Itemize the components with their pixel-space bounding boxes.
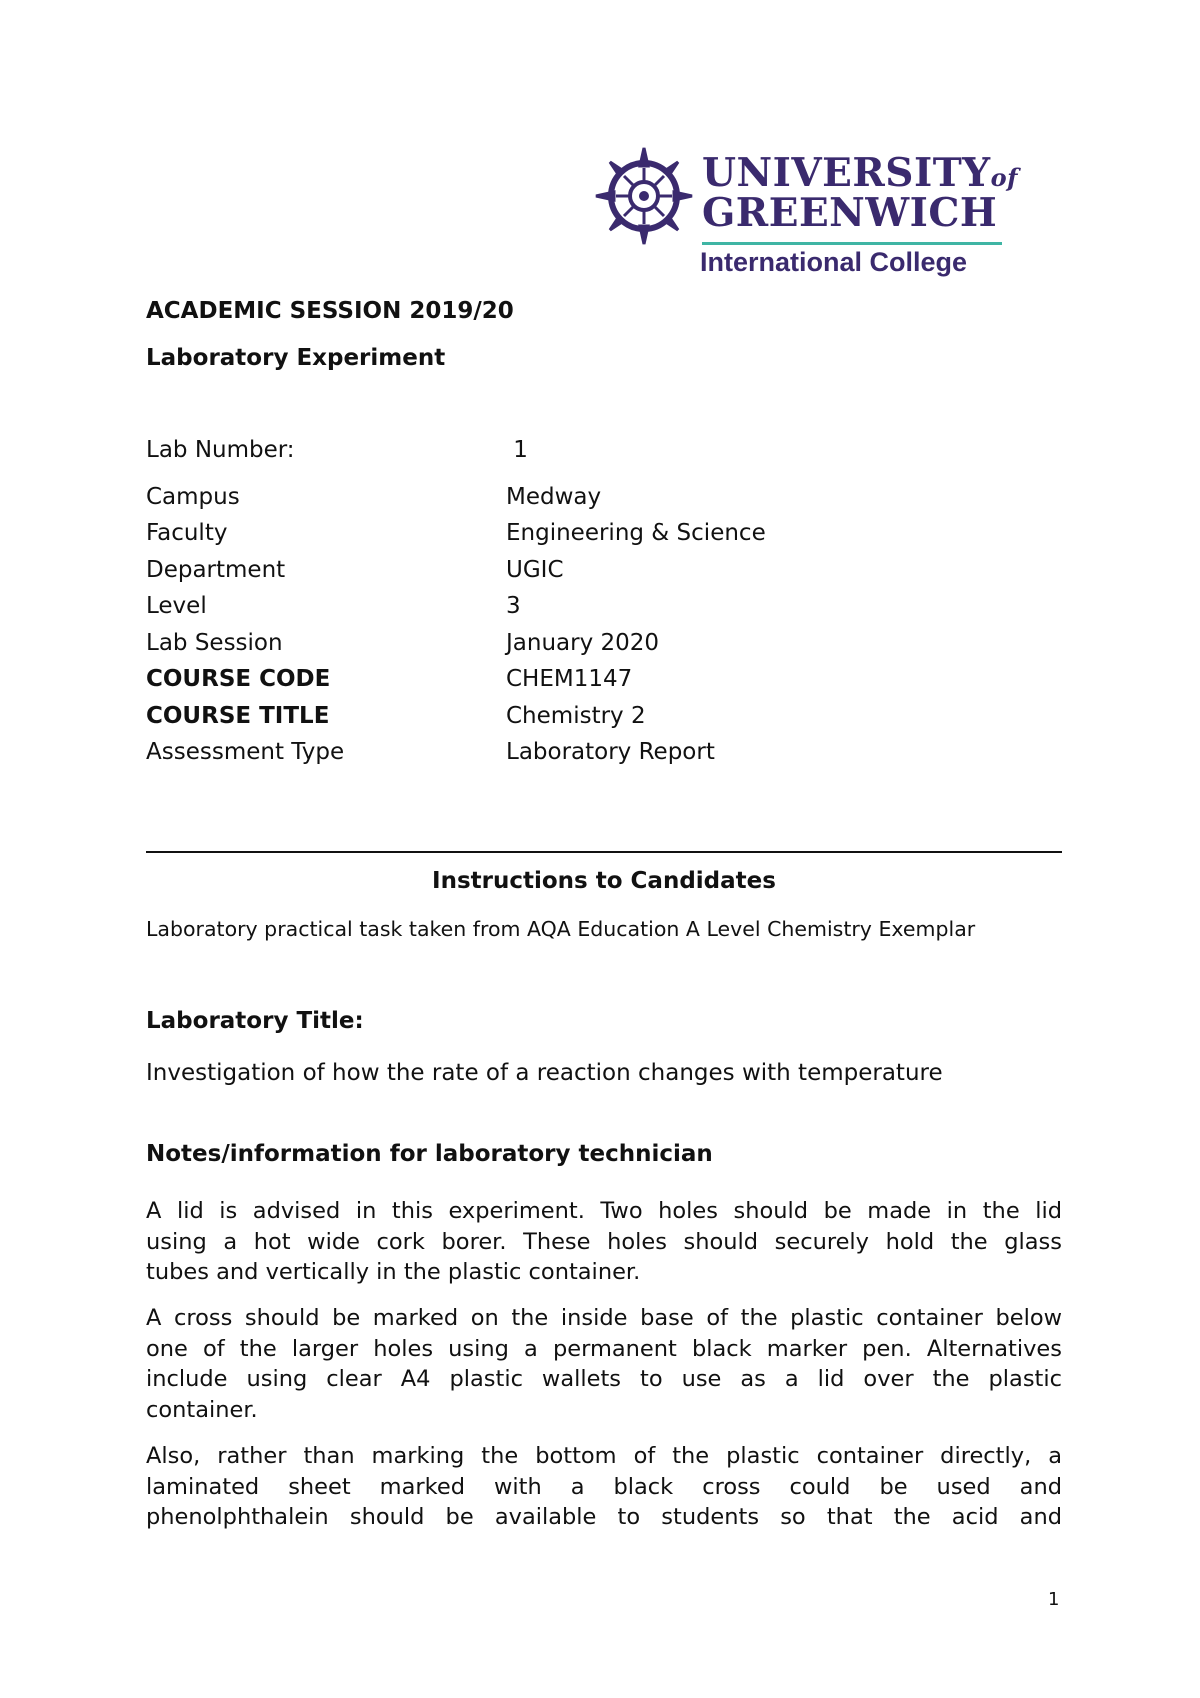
info-value: 1 (506, 437, 528, 463)
paragraph-line: laminated sheet marked with a black cross could be used and (146, 1473, 1062, 1500)
info-value: Chemistry 2 (506, 703, 646, 729)
notes-paragraph (146, 1441, 1062, 1533)
laboratory-title-label: Laboratory Title: (146, 1008, 364, 1034)
paragraph-line: include using clear A4 plastic wallets to use as a lid over the plastic (146, 1366, 1062, 1392)
notes-paragraph (146, 1303, 1062, 1425)
university-logo (594, 146, 1018, 282)
paragraph-line: using a hot wide cork borer. These holes should securely hold the glass (146, 1228, 1062, 1255)
logo-college-text: International College (700, 247, 968, 277)
paragraph-line: one of the larger holes using a permanent black marker pen. Alternatives (146, 1335, 1062, 1362)
paragraph-line: container. (146, 1396, 258, 1423)
info-value: Engineering & Science (506, 520, 766, 546)
notes-paragraph (146, 1196, 1062, 1288)
info-label: Department (146, 557, 286, 583)
info-label: Lab Session (146, 630, 283, 656)
laboratory-title-text: Investigation of how the rate of a reaction changes with temperature (146, 1060, 943, 1086)
info-value: Medway (506, 484, 602, 510)
compass-rose-icon (594, 146, 694, 246)
info-value: 3 (506, 593, 521, 619)
paragraph-line: A lid is advised in this experiment. Two holes should be made in the lid (146, 1198, 1062, 1224)
info-label: COURSE TITLE (146, 703, 330, 729)
info-label: Level (146, 593, 207, 619)
info-label: Lab Number: (146, 437, 295, 463)
info-value: January 2020 (506, 630, 660, 656)
paragraph-line: tubes and vertically in the plastic container. (146, 1259, 641, 1285)
paragraph-line: Also, rather than marking the bottom of the plastic container directly, a (146, 1443, 1062, 1469)
lab-experiment-heading: Laboratory Experiment (146, 345, 446, 371)
info-label: COURSE CODE (146, 666, 331, 692)
info-value: Laboratory Report (506, 739, 715, 765)
technician-notes-heading: Notes/information for laboratory technician (146, 1141, 713, 1167)
info-label: Assessment Type (146, 739, 345, 765)
instructions-heading: Instructions to Candidates (432, 868, 776, 894)
info-label: Faculty (146, 520, 228, 546)
section-divider (146, 851, 1062, 853)
instructions-subtitle: Laboratory practical task taken from AQA Education A Level Chemistry Exemplar (146, 917, 976, 941)
academic-session-heading: ACADEMIC SESSION 2019/20 (146, 298, 514, 324)
info-value: UGIC (506, 557, 564, 583)
info-label: Campus (146, 484, 240, 510)
logo-university-text: UNIVERSITYof (702, 150, 1018, 196)
logo-divider (702, 242, 1002, 245)
paragraph-line: A cross should be marked on the inside base of the plastic container below (146, 1305, 1062, 1331)
page-number: 1 (1048, 1589, 1060, 1610)
paragraph-line: phenolphthalein should be available to students so that the acid and (146, 1504, 1062, 1530)
info-value: CHEM1147 (506, 666, 633, 692)
logo-greenwich-text: GREENWICH (702, 190, 998, 236)
